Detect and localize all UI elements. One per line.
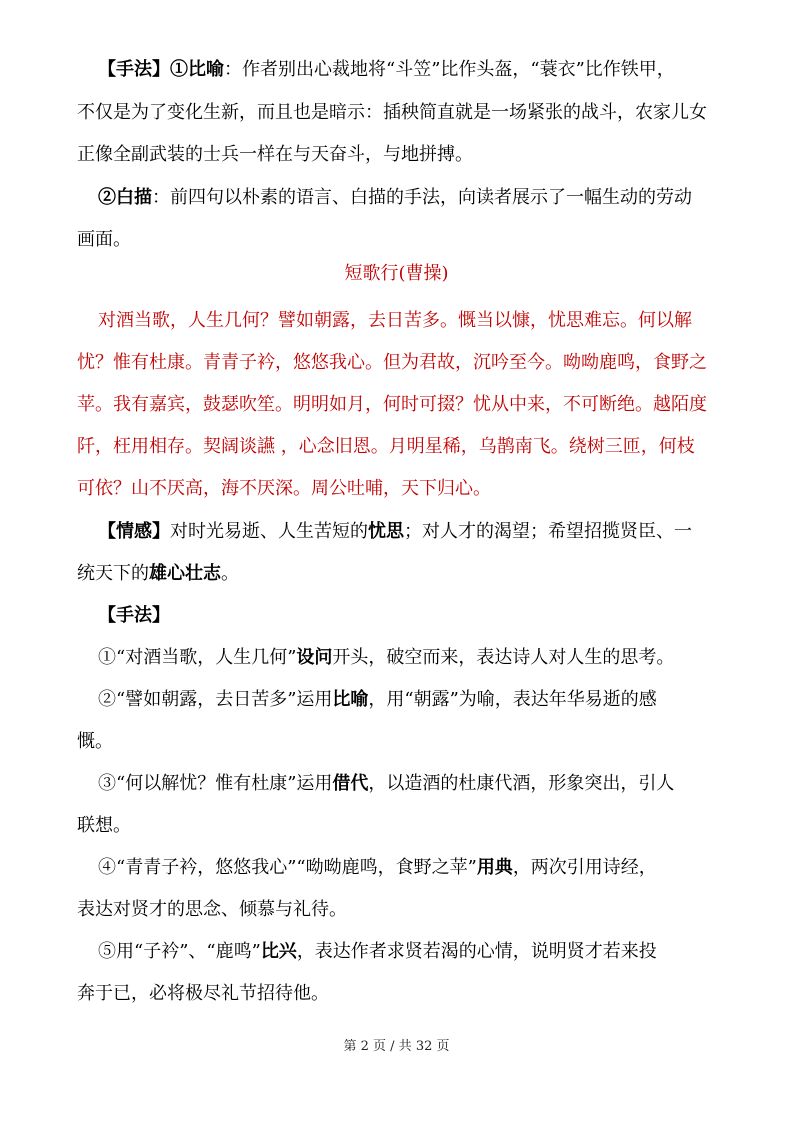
emotion-text: 对时光易逝、人生苦短的	[170, 521, 368, 542]
method-text: ④“青青子衿，悠悠我心”“呦呦鹿鸣，食野之苹”	[98, 857, 477, 878]
poem-line: 可依？山不厌高，海不厌深。周公吐哺，天下归心。	[77, 478, 491, 499]
poem-line: 阡，枉用相存。契阔谈讌 ，心念旧恩。月明星稀，乌鹊南飞。绕树三匝，何枝	[77, 436, 695, 457]
method-item-1	[98, 647, 758, 669]
emotion-text: ；对人才的渴望；希望招揽贤臣、一	[404, 521, 692, 542]
method-keyword: 比兴	[260, 941, 297, 962]
method-heading	[98, 605, 758, 627]
method-item-5	[98, 941, 758, 963]
paragraph-line: 不仅是为了变化生新，而且也是暗示：插秧简直就是一场紧张的战斗，农家儿女	[77, 102, 707, 123]
emotion-line	[98, 521, 758, 543]
method-item-4	[98, 857, 758, 879]
method-item-2-cont: 慨。	[77, 731, 113, 752]
page-number-footer: 第 2 页 / 共 32 页	[343, 1039, 450, 1054]
method-text: ⑤用“子衿”、“鹿鸣”	[98, 941, 261, 962]
method-metaphor-label: 【手法】①比喻	[98, 59, 224, 80]
method-keyword: 用典	[476, 857, 513, 878]
method-text: ，以造酒的杜康代酒，形象突出，引人	[368, 773, 675, 794]
method-text: ③“何以解忧？惟有杜康”运用	[98, 773, 333, 794]
poem-title: 短歌行(曹操)	[344, 263, 449, 284]
method-item-2	[98, 689, 758, 711]
method-text: ，表达作者求贤若渴的心情，说明贤才若来投	[296, 941, 657, 962]
method-sketch-label: ②白描	[98, 187, 152, 208]
method-keyword: 比喻	[332, 689, 369, 710]
method-keyword: 借代	[332, 773, 369, 794]
method-item-3	[98, 773, 758, 795]
emotion-label: 【情感】	[98, 521, 170, 542]
method-text: ①“对酒当歌，人生几何”	[98, 647, 297, 668]
method-item-4-cont: 表达对贤才的思念、倾慕与礼待。	[77, 899, 347, 920]
paragraph-line: 正像全副武装的士兵一样在与天奋斗，与地拼搏。	[77, 144, 473, 165]
method-text: 开头，破空而来，表达诗人对人生的思考。	[332, 647, 675, 668]
method-sketch-text: ：前四句以朴素的语言、白描的手法，向读者展示了一幅生动的劳动	[152, 187, 692, 208]
method-keyword: 设问	[296, 647, 333, 668]
method-text: ，用“朝露”为喻，表达年华易逝的感	[368, 689, 657, 710]
method-sketch-line	[98, 187, 758, 209]
method-metaphor-line	[98, 59, 758, 81]
emotion-keyword: 忧思	[368, 521, 404, 542]
method-text: ②“譬如朝露，去日苦多”运用	[98, 689, 333, 710]
method-label: 【手法】	[98, 605, 170, 626]
emotion-keyword: 雄心壮志	[149, 563, 221, 584]
method-item-3-cont: 联想。	[77, 815, 131, 836]
emotion-text: 。	[221, 563, 239, 584]
poem-line: 对酒当歌，人生几何？譬如朝露，去日苦多。慨当以慷，忧思难忘。何以解	[98, 310, 692, 331]
method-text: ，两次引用诗经，	[512, 857, 657, 878]
method-metaphor-text: ：作者别出心裁地将“斗笠”比作头盔，“蓑衣”比作铁甲，	[224, 59, 675, 80]
paragraph-line: 画面。	[77, 229, 131, 250]
poem-line: 苹。我有嘉宾，鼓瑟吹笙。明明如月，何时可掇？忧从中来，不可断绝。越陌度	[77, 394, 707, 415]
poem-line: 忧？惟有杜康。青青子衿，悠悠我心。但为君故，沉吟至今。呦呦鹿鸣，食野之	[77, 352, 707, 373]
emotion-line-2	[77, 563, 757, 585]
emotion-text: 统天下的	[77, 563, 149, 584]
method-item-5-cont: 奔于已，必将极尽礼节招待他。	[77, 983, 329, 1004]
